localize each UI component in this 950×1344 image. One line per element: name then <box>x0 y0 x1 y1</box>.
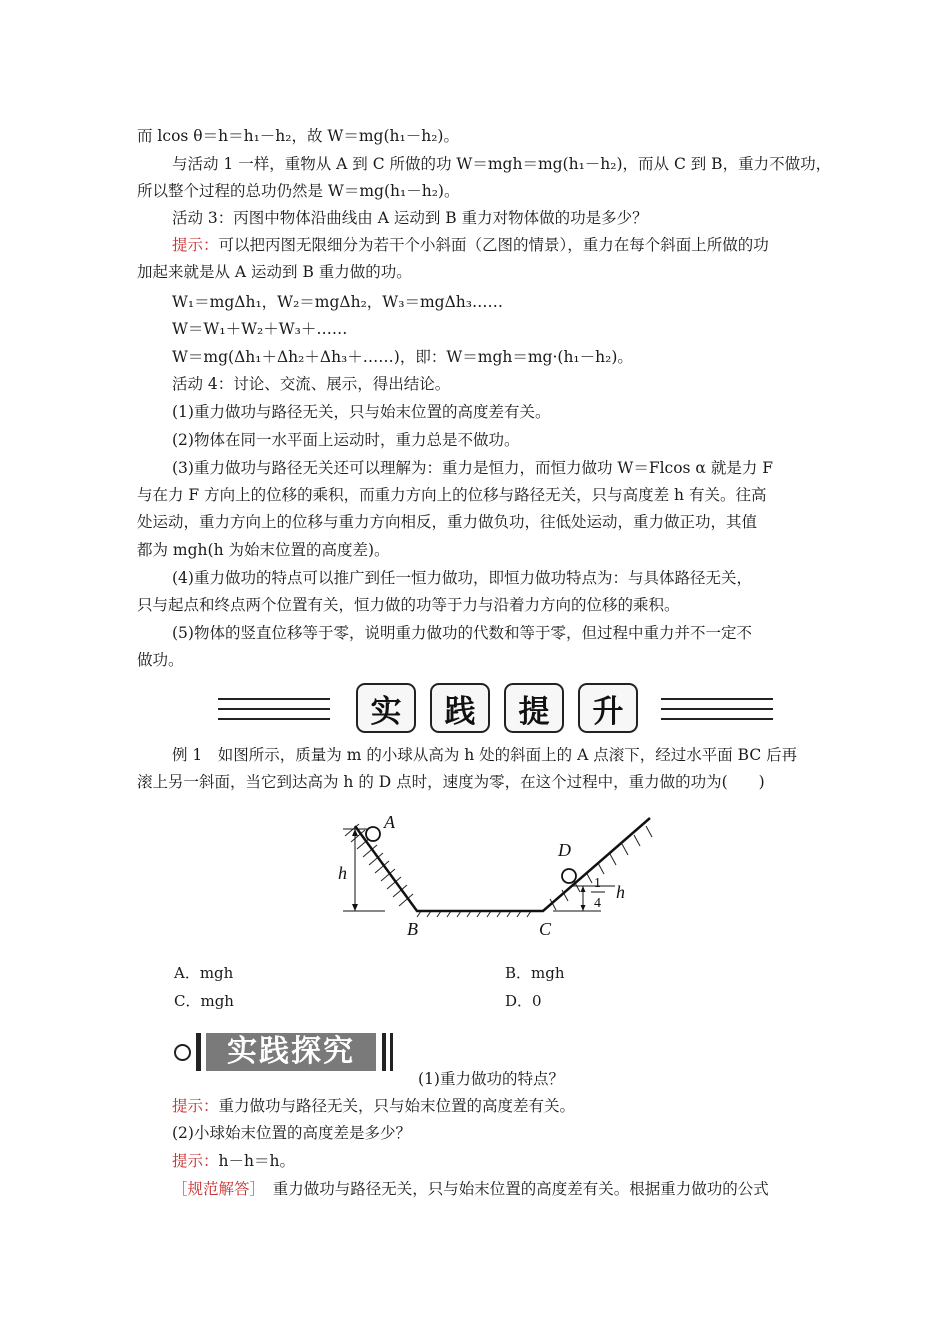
option-b: B．mgh <box>505 964 565 982</box>
banner-chars <box>356 683 638 737</box>
fraction-denominator: 4 <box>594 896 601 911</box>
section-banner <box>218 683 773 737</box>
ball-d <box>562 869 576 883</box>
text-line: 处运动，重力方向上的位移与重力方向相反，重力做负功，往低处运动，重力做正功，其值 <box>137 513 758 531</box>
text-line: 加起来就是从 A 运动到 B 重力做的功。 <box>137 263 412 281</box>
standard-answer-text: 重力做功与路径无关，只与始末位置的高度差有关。根据重力做功的公式 <box>257 1180 769 1198</box>
tag-bar <box>382 1033 386 1071</box>
conclusion-1: (1)重力做功与路径无关，只与始末位置的高度差有关。 <box>172 403 551 421</box>
tag-bar <box>196 1033 201 1071</box>
question-2: (2)小球始末位置的高度差是多少？ <box>172 1124 411 1142</box>
standard-answer-line <box>172 1179 852 1199</box>
practice-explore-tag <box>174 1030 406 1074</box>
option-d: D．0 <box>505 992 542 1010</box>
conclusion-5: (5)物体的竖直位移等于零，说明重力做功的代数和等于零，但过程中重力并不一定不 <box>172 624 752 642</box>
standard-answer-label: ［规范解答］ <box>172 1180 258 1198</box>
activity-3-heading: 活动 3：丙图中物体沿曲线由 A 运动到 B 重力对物体做的功是多少？ <box>172 209 648 227</box>
question-1: (1)重力做功的特点？ <box>418 1070 564 1088</box>
conclusion-4: (4)重力做功的特点可以推广到任一恒力做功，即恒力做功特点为：与具体路径无关， <box>172 569 752 587</box>
option-c: C．mgh <box>174 992 234 1010</box>
text-line: 都为 mgh(h 为始末位置的高度差)。 <box>137 541 390 559</box>
tag-bar <box>390 1033 393 1071</box>
hint-line <box>172 235 852 255</box>
text-line: 所以整个过程的总功仍然是 W＝mg(h₁－h₂)。 <box>137 182 460 200</box>
label-c: C <box>539 919 552 939</box>
tag-label: 实践探究 <box>206 1033 376 1071</box>
example-1-stem: 例 1 如图所示，质量为 m 的小球从高为 h 处的斜面上的 A 点滚下，经过水平面 BC 后再 <box>172 746 798 764</box>
formula-line: W＝W₁＋W₂＋W₃＋…… <box>172 320 348 338</box>
hint-text: 可以把丙图无限细分为若干个小斜面（乙图的情景），重力在每个斜面上所做的功 <box>218 236 769 254</box>
hint-line <box>172 1096 852 1116</box>
hint-label: 提示： <box>172 1097 219 1115</box>
text-line: 与在力 F 方向上的位移的乘积，而重力方向上的位移与路径无关，只与高度差 h 有关。往高 <box>137 486 767 504</box>
label-d: D <box>558 840 571 860</box>
example-1-stem: 滚上另一斜面，当它到达高为 h 的 D 点时，速度为零，在这个过程中，重力做的功为( ) <box>137 773 765 791</box>
activity-4-heading: 活动 4：讨论、交流、展示，得出结论。 <box>172 375 451 393</box>
hint-label: 提示： <box>172 236 219 254</box>
text-line: 做功。 <box>137 651 184 669</box>
formula-line: W₁＝mgΔh₁，W₂＝mgΔh₂，W₃＝mgΔh₃…… <box>172 293 503 311</box>
ball-a <box>366 827 380 841</box>
text-line: 只与起点和终点两个位置有关，恒力做的功等于力与沿着力方向的位移的乘积。 <box>137 596 680 614</box>
banner-char: 践 <box>430 683 490 733</box>
banner-rule-right <box>661 683 773 737</box>
text-line: 而 lcos θ＝h＝h₁－h₂，故 W＝mg(h₁－h₂)。 <box>137 127 459 145</box>
formula-line: W＝mg(Δh₁＋Δh₂＋Δh₃＋……)，即：W＝mgh＝mg·(h₁－h₂)。 <box>172 348 633 366</box>
incline-figure <box>325 796 663 960</box>
hint-text: h－h＝h。 <box>218 1152 295 1170</box>
conclusion-2: (2)物体在同一水平面上运动时，重力总是不做功。 <box>172 431 520 449</box>
hint-line <box>172 1151 852 1171</box>
option-a: A．mgh <box>174 964 234 982</box>
banner-char: 升 <box>578 683 638 733</box>
label-a: A <box>384 812 395 832</box>
hint-label: 提示： <box>172 1152 219 1170</box>
banner-rule-left <box>218 683 330 737</box>
banner-char: 提 <box>504 683 564 733</box>
fraction-var: h <box>616 882 625 902</box>
label-b: B <box>407 919 418 939</box>
conclusion-3: (3)重力做功与路径无关还可以理解为：重力是恒力，而恒力做功 W＝Flcos α 就是力 F <box>172 459 773 477</box>
banner-char: 实 <box>356 683 416 733</box>
circle-icon <box>174 1044 191 1061</box>
text-line: 与活动 1 一样，重物从 A 到 C 所做的功 W＝mgh＝mg(h₁－h₂)，而从 C 到 B，重力不做功， <box>172 155 832 173</box>
label-h: h <box>338 863 347 883</box>
hint-text: 重力做功与路径无关，只与始末位置的高度差有关。 <box>218 1097 576 1115</box>
fraction-numerator: 1 <box>594 876 601 891</box>
